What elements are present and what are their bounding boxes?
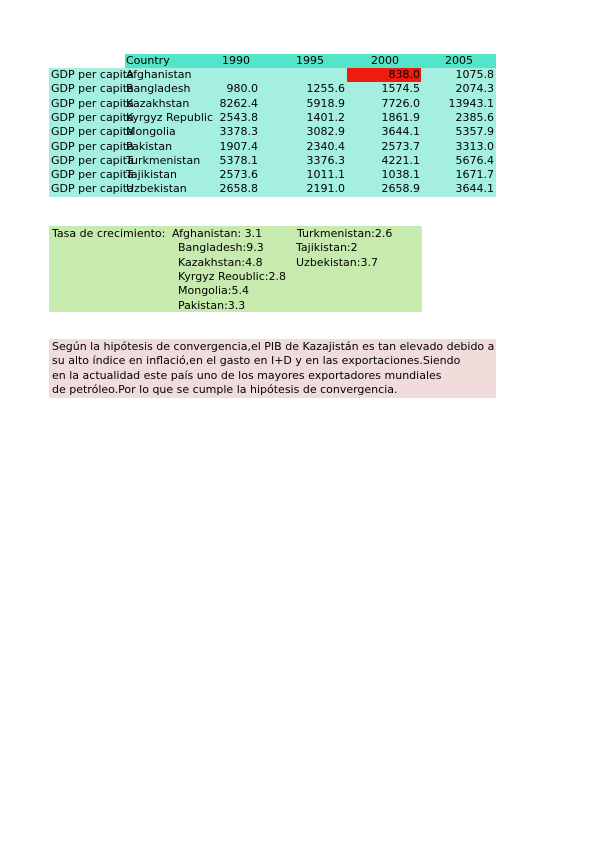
country-cell[interactable]: Turkmenistan bbox=[126, 153, 201, 167]
growth-item: Tajikistan:2 bbox=[296, 241, 358, 255]
value-cell-1990[interactable]: 3378.3 bbox=[219, 125, 258, 139]
value-cell-1995[interactable]: 1011.1 bbox=[306, 168, 345, 182]
growth-item: Mongolia:5.4 bbox=[178, 284, 249, 298]
value-cell-1995[interactable]: 2340.4 bbox=[306, 139, 345, 153]
value-cell-2005[interactable]: 5676.4 bbox=[455, 153, 494, 167]
value-cell-1990[interactable]: 2543.8 bbox=[219, 110, 258, 124]
value-cell-2005[interactable]: 13943.1 bbox=[448, 96, 494, 110]
value-cell-2005[interactable]: 1671.7 bbox=[455, 168, 494, 182]
value-cell-1995[interactable]: 1255.6 bbox=[306, 82, 345, 96]
value-cell-2005[interactable]: 3313.0 bbox=[455, 139, 494, 153]
growth-item: Kazakhstan:4.8 bbox=[178, 255, 263, 269]
value-cell-1990[interactable] bbox=[196, 68, 260, 82]
row-label-cell[interactable]: GDP per capita bbox=[51, 125, 134, 139]
row-label-cell[interactable]: GDP per capita bbox=[51, 182, 134, 196]
note-line: en la actualidad este país uno de los mayores exportadores mundiales bbox=[52, 368, 442, 382]
value-cell-1995[interactable]: 3082.9 bbox=[306, 125, 345, 139]
header-1990[interactable]: 1990 bbox=[222, 54, 250, 67]
note-line: su alto índice en inflació,en el gasto en I+D y en las exportaciones.Siendo bbox=[52, 354, 461, 368]
value-cell-2000[interactable]: 838.0 bbox=[388, 68, 420, 81]
country-cell[interactable]: Kyrgyz Republic bbox=[126, 110, 214, 124]
value-cell-2000[interactable]: 2573.7 bbox=[381, 139, 420, 153]
value-cell-2005[interactable]: 1075.8 bbox=[455, 68, 494, 81]
value-cell-2005[interactable]: 2385.6 bbox=[455, 110, 494, 124]
growth-title: Tasa de crecimiento: bbox=[52, 227, 166, 240]
value-cell-2005[interactable]: 2074.3 bbox=[455, 82, 494, 96]
value-cell-1990[interactable]: 1907.4 bbox=[219, 139, 258, 153]
value-cell-1995[interactable] bbox=[270, 68, 347, 82]
value-cell-2000[interactable]: 1038.1 bbox=[381, 168, 420, 182]
growth-item: Afghanistan: 3.1 bbox=[172, 227, 263, 240]
header-2000[interactable]: 2000 bbox=[371, 54, 399, 67]
value-cell-2005[interactable]: 3644.1 bbox=[455, 182, 494, 196]
value-cell-1995[interactable]: 1401.2 bbox=[306, 110, 345, 124]
value-cell-1995[interactable]: 3376.3 bbox=[306, 153, 345, 167]
country-cell[interactable]: Bangladesh bbox=[126, 82, 191, 96]
country-cell[interactable]: Uzbekistan bbox=[126, 182, 187, 196]
value-cell-2000[interactable]: 7726.0 bbox=[381, 96, 420, 110]
header-country[interactable]: Country bbox=[126, 54, 170, 67]
country-cell[interactable]: Pakistan bbox=[126, 139, 173, 153]
value-cell-1995[interactable]: 5918.9 bbox=[306, 96, 345, 110]
value-cell-2005[interactable]: 5357.9 bbox=[455, 125, 494, 139]
value-cell-2000[interactable]: 4221.1 bbox=[381, 153, 420, 167]
value-cell-2000[interactable]: 1574.5 bbox=[381, 82, 420, 96]
row-label-cell[interactable]: GDP per capita bbox=[51, 110, 134, 124]
header-2005[interactable]: 2005 bbox=[445, 54, 473, 67]
row-label-cell[interactable]: GDP per capita bbox=[51, 168, 134, 182]
row-label-cell[interactable]: GDP per capita bbox=[51, 153, 134, 167]
country-cell[interactable]: Mongolia bbox=[126, 125, 176, 139]
row-label-cell[interactable]: GDP per capita bbox=[51, 68, 134, 81]
value-cell-1990[interactable]: 5378.1 bbox=[219, 153, 258, 167]
value-cell-2000[interactable]: 2658.9 bbox=[381, 182, 420, 196]
value-cell-2000[interactable]: 3644.1 bbox=[381, 125, 420, 139]
value-cell-1995[interactable]: 2191.0 bbox=[306, 182, 345, 196]
note-line: de petróleo.Por lo que se cumple la hipótesis de convergencia. bbox=[52, 382, 398, 396]
row-label-cell[interactable]: GDP per capita bbox=[51, 139, 134, 153]
country-cell[interactable]: Tajikistan bbox=[126, 168, 177, 182]
row-label-cell[interactable]: GDP per capita bbox=[51, 82, 134, 96]
country-cell[interactable]: Kazakhstan bbox=[126, 96, 190, 110]
value-cell-1990[interactable]: 8262.4 bbox=[219, 96, 258, 110]
value-cell-1990[interactable]: 2658.8 bbox=[219, 182, 258, 196]
growth-item: Bangladesh:9.3 bbox=[178, 241, 264, 255]
value-cell-1990[interactable]: 2573.6 bbox=[219, 168, 258, 182]
value-cell-1990[interactable]: 980.0 bbox=[226, 82, 258, 96]
country-cell[interactable]: Afghanistan bbox=[126, 68, 192, 81]
growth-item: Turkmenistan:2.6 bbox=[297, 227, 393, 240]
growth-item: Pakistan:3.3 bbox=[178, 298, 246, 312]
growth-item: Kyrgyz Reoublic:2.8 bbox=[178, 269, 286, 283]
note-line: Según la hipótesis de convergencia,el PIB de Kazajistán es tan elevado debido a bbox=[52, 340, 495, 353]
growth-item: Uzbekistan:3.7 bbox=[296, 255, 378, 269]
row-label-cell[interactable]: GDP per capita bbox=[51, 96, 134, 110]
value-cell-2000[interactable]: 1861.9 bbox=[381, 110, 420, 124]
header-1995[interactable]: 1995 bbox=[296, 54, 324, 67]
